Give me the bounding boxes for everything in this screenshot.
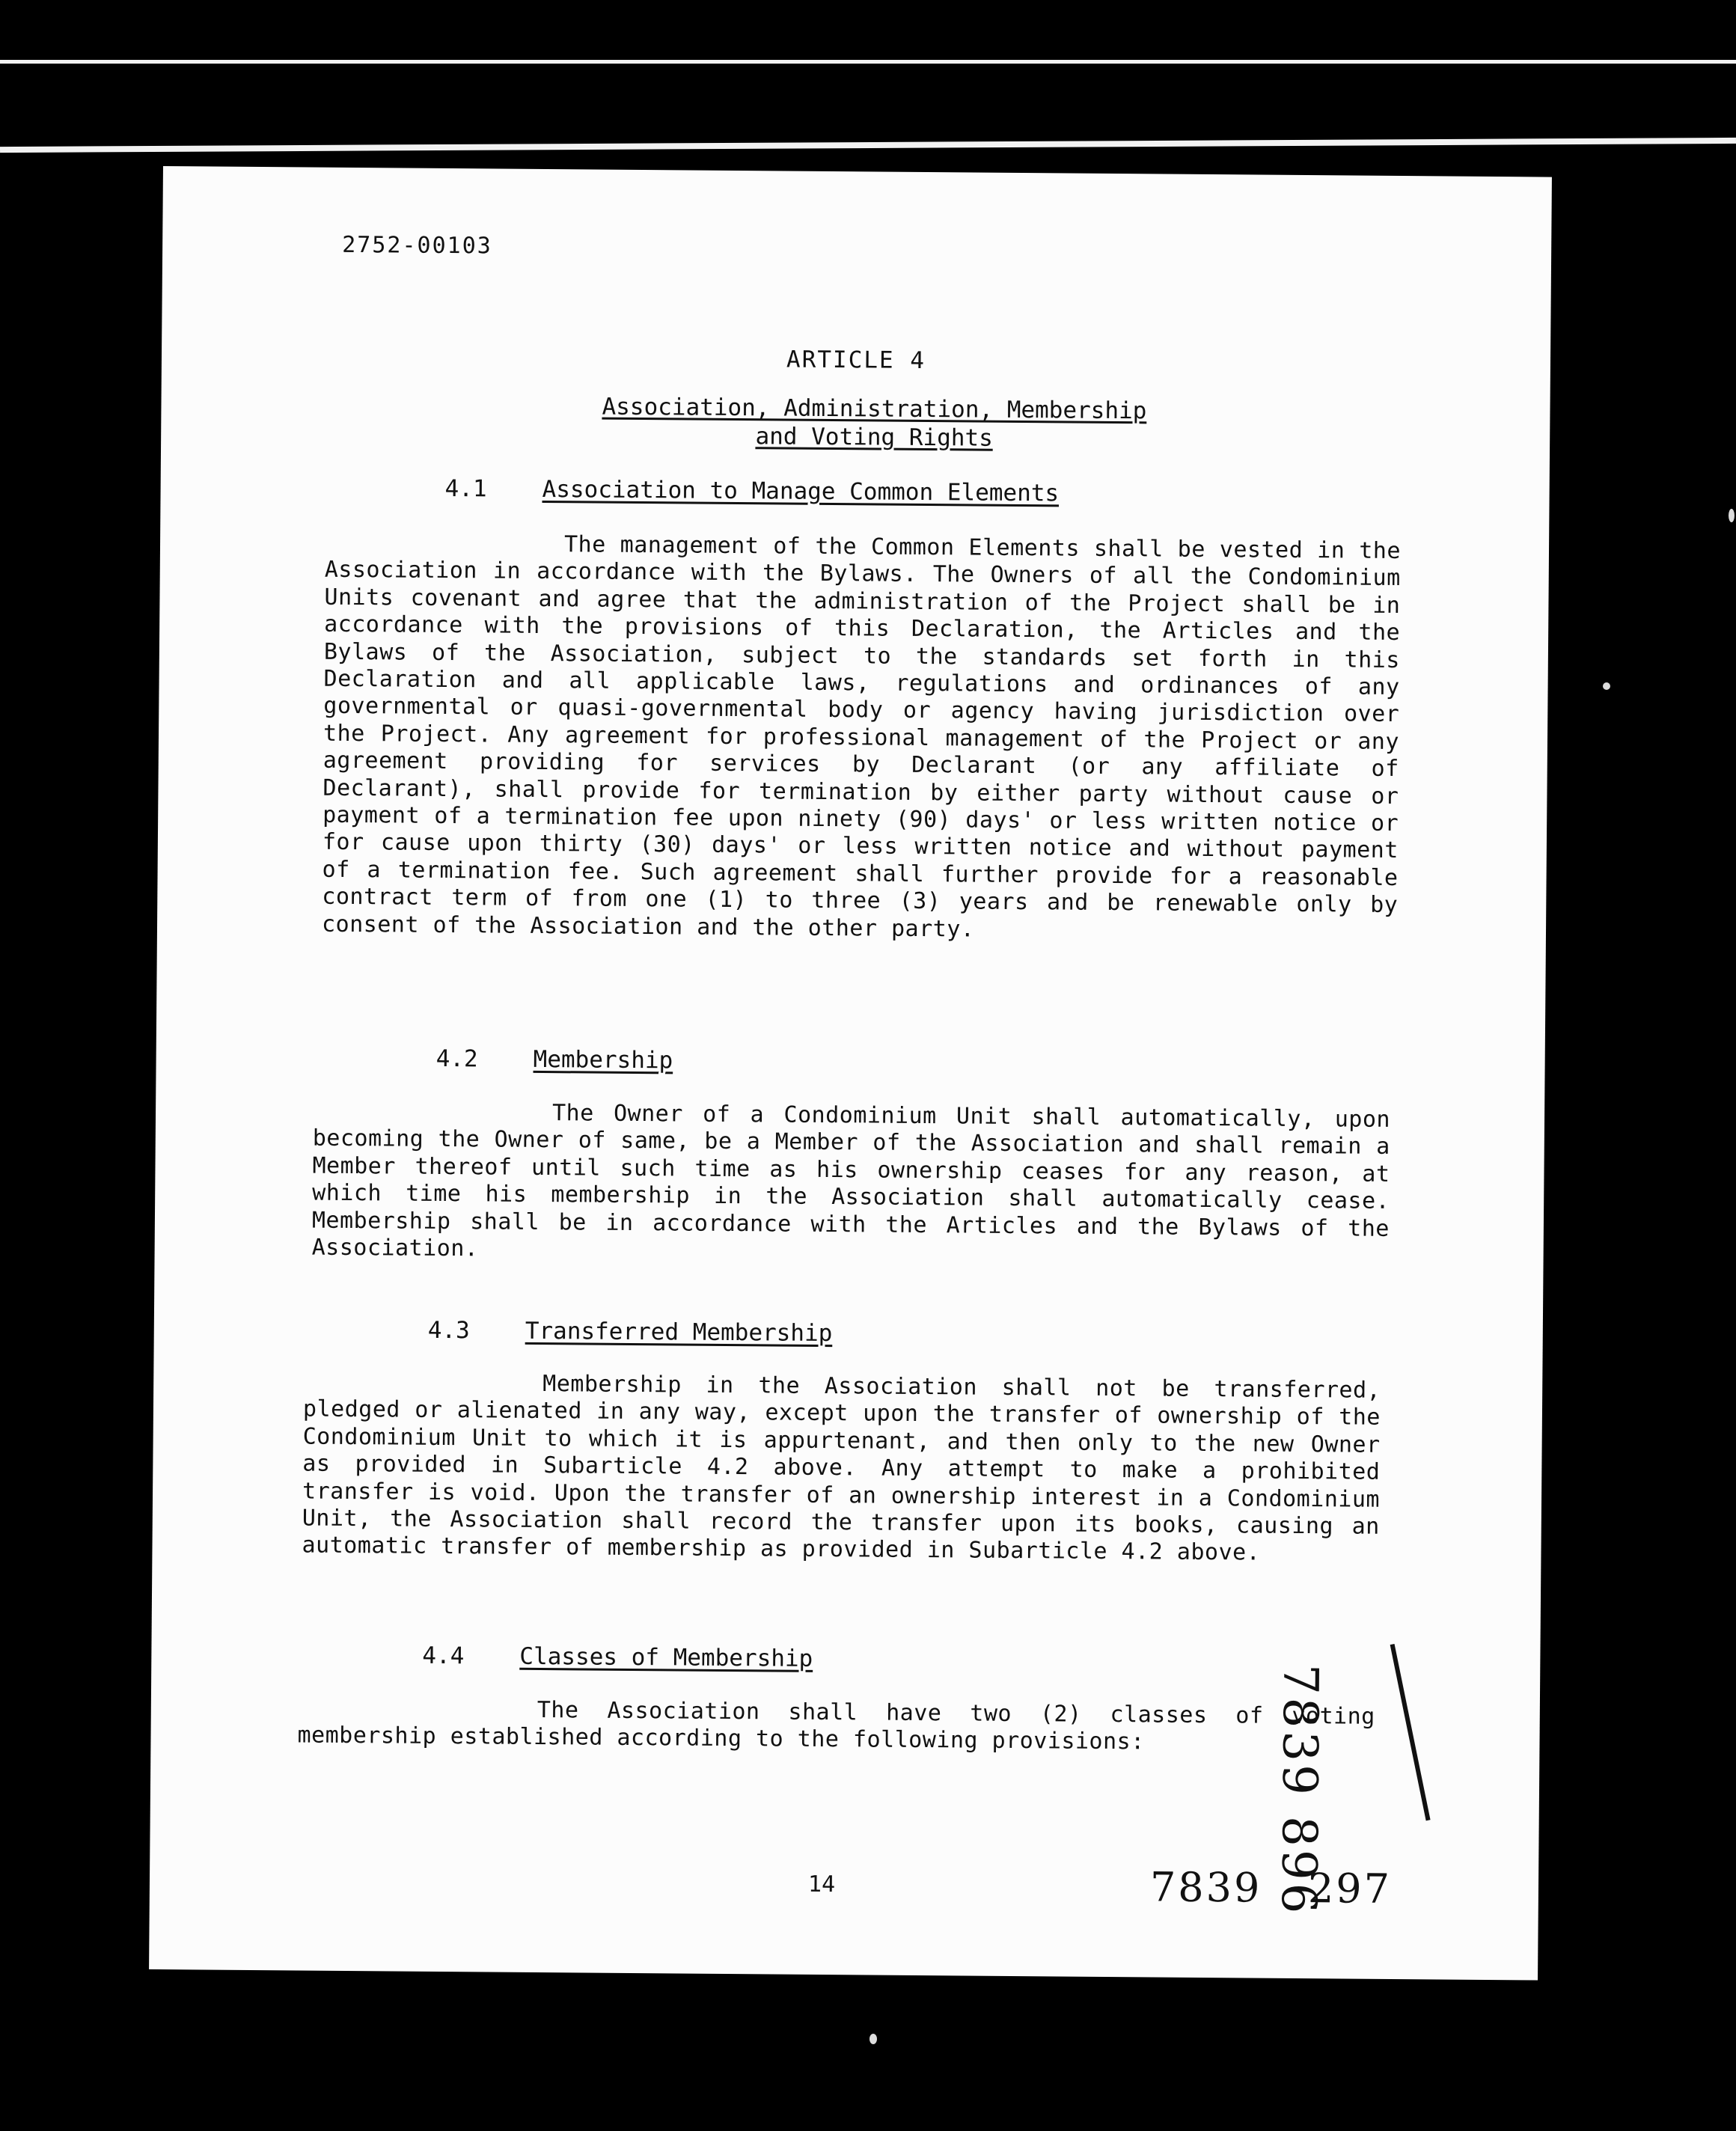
- scan-edge-top: [0, 60, 1736, 64]
- section-body-4-4: The Association shall have two (2) classes of voting membership established according to the following provisions:: [297, 1696, 1375, 1755]
- document-id: 2752-00103: [342, 231, 492, 260]
- scan-edge-upper: [0, 138, 1736, 153]
- scan-speck: [869, 2034, 877, 2044]
- recording-stamp-book: 7839: [1149, 1863, 1262, 1912]
- margin-strike-mark: [1390, 1644, 1431, 1820]
- section-title: Transferred Membership: [525, 1317, 833, 1348]
- section-number: 4.3: [427, 1316, 470, 1345]
- article-heading: ARTICLE 4: [786, 346, 926, 375]
- document-page: [149, 166, 1552, 1981]
- section-number: 4.4: [422, 1642, 465, 1670]
- margin-stamp: 7839 896: [1270, 1663, 1328, 1917]
- article-title-line1: Association, Administration, Membership: [602, 393, 1147, 425]
- section-body-4-3: Membership in the Association shall not be transferred, pledged or alienated in any way, except upon the transfer of ownership of the Condominium Unit to which it is appurtenant, and then only to the new Owner as provided in Subarticle 4.2 above. Any attempt to make a prohibited transfer is void. Upon the transfer of an ownership interest in a Condominium Unit, the Association shall record the transfer upon its books, causing an automatic transfer of membership as provided in Subarticle 4.2 above.: [302, 1371, 1381, 1567]
- section-number: 4.2: [435, 1045, 478, 1073]
- section-number: 4.1: [444, 474, 487, 503]
- scan-speck: [1729, 509, 1735, 522]
- section-title: Membership: [533, 1045, 673, 1074]
- scan-speck: [1603, 682, 1610, 690]
- section-body-4-2: The Owner of a Condominium Unit shall automatically, upon becoming the Owner of same, be a Member of the Association and shall remain a Member thereof until such time as his ownership ceases for any reason, at which time his membership in the Association shall automatically cease. Membership shall be in accordance with the Articles and the Bylaws of the Association.: [311, 1100, 1391, 1262]
- section-title: Classes of Membership: [519, 1642, 813, 1672]
- page-number: 14: [807, 1871, 836, 1898]
- article-title-line2: and Voting Rights: [755, 423, 993, 452]
- recording-stamp-page: 297: [1307, 1865, 1393, 1913]
- article-title: [385, 391, 1363, 455]
- section-title: Association to Manage Common Elements: [542, 475, 1060, 507]
- section-body-4-1: The management of the Common Elements shall be vested in the Association in accordance with the Bylaws. The Owners of all the Condominium Units covenant and agree that the administration of the Project shall be in accordance with the provisions of this Declaration, the Articles and the Bylaws of the Association, subject to the standards set forth in this Declaration and all applicable laws, regulations and ordinances of any governmental or quasi-governmental body or agency having jurisdiction over the Project. Any agreement for professional management of the Project or any agreement providing for services by Declarant (or any affiliate of Declarant), shall provide for termination by either party without cause or payment of a termination fee upon ninety (90) days' or less written notice or for cause upon thirty (30) days' or less written notice and without payment of a termination fee. Such agreement shall further provide for a reasonable contract term of from one (1) to three (3) years and be renewable only by consent of the Association and the other party.: [321, 531, 1402, 943]
